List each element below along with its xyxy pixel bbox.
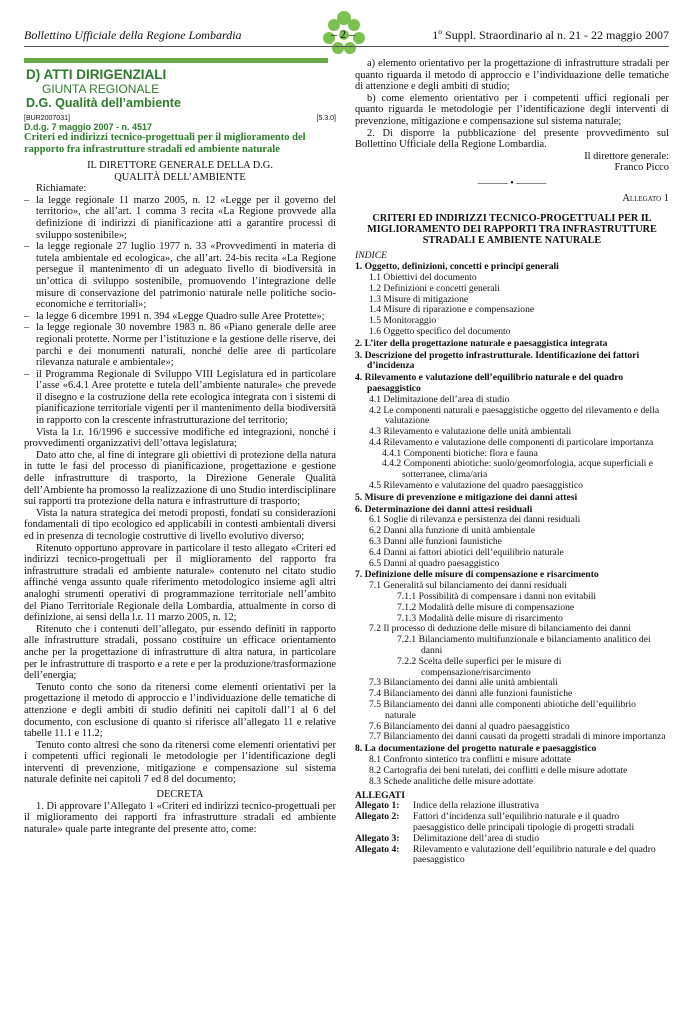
allegato-row xyxy=(355,845,669,867)
toc-entry: 4.3 Rilevamento e valutazione delle unità ambientali xyxy=(369,426,572,438)
toc-entry: 4.2 Le componenti naturali e paesaggistiche oggetto del rilevamento e della valutazione xyxy=(369,404,660,427)
toc-entry: 1.6 Oggetto specifico del documento xyxy=(369,325,511,337)
toc-entry: 7.1 Generalità sul bilanciamento dei danni residuali xyxy=(369,580,567,592)
allegato-key: Allegato 2: xyxy=(355,811,400,823)
list-item: – la legge regionale 30 novembre 1983 n. 86 «Piano generale delle aree regionali protette. Norme per l’istituzione e la gestione delle riserve, dei parchi e dei monumenti naturali, nonché delle aree di particolare rilevanza naturale e ambientale»; xyxy=(24,322,336,368)
toc-entry: 7.2.2 Scelta delle superfici per le misure di compensazione/risarcimento xyxy=(397,655,562,678)
toc-entry: 8.1 Confronto sintetico tra conflitti e misure adottate xyxy=(369,754,571,765)
allegato-key: Allegato 1: xyxy=(355,800,400,812)
toc-entry: 7.1.3 Modalità delle misure di risarcimento xyxy=(397,612,563,624)
code-row xyxy=(24,115,336,122)
table-of-contents xyxy=(355,262,669,787)
toc-entry: 1.2 Definizioni e concetti generali xyxy=(369,282,500,294)
allegati-heading: ALLEGATI xyxy=(355,790,405,802)
toc-entry: 7.2.1 Bilanciamento multifunzionale e bilanciamento analitico dei danni xyxy=(397,634,651,657)
toc-entry: 6.3 Danni alle funzioni faunistiche xyxy=(369,536,502,548)
decree-reference: D.d.g. 7 maggio 2007 - n. 4517 xyxy=(24,122,153,132)
director-line-2: QUALITÀ DELL’AMBIENTE xyxy=(114,171,246,183)
right-column xyxy=(355,58,669,866)
toc-entry: 4.4.2 Componenti abiotiche: suolo/geomorfologia, acque superficiali e sotterranee, clima/aria xyxy=(382,458,653,481)
toc-entry: 7.1.2 Modalità delle misure di compensazione xyxy=(397,601,575,613)
paragraph: Ritenuto che i contenuti dell’allegato, pur essendo definiti in rapporto alle infrastrutture stradali, possano costituire un efficace orientamento anche per la progettazione di infrastrutture di altra natura, in particolare per le infrastrutture di trasporto e a rete e per la produzione/trasformazione dell’energia; xyxy=(24,623,336,682)
header-issue: 1º Suppl. Straordinario al n. 21 - 22 maggio 2007 xyxy=(432,28,669,42)
toc-entry: 2. L’iter della progettazione naturale e paesaggistica integrata xyxy=(355,337,608,349)
paragraph: 2. Di disporre la pubblicazione del presente provvedimento sul Bollettino Ufficiale della Regione Lombardia. xyxy=(355,127,669,151)
allegato-label: Allegato 1 xyxy=(622,192,669,204)
index-label: INDICE xyxy=(355,250,387,262)
paragraph: Dato atto che, al fine di integrare gli obiettivi di protezione della natura in tutte le fasi del processo di pianificazione, progettazione e gestione delle infrastrutture di trasporto, la Direzione Generale Qualità dell’Ambiente ha promosso la realizzazione di uno Studio interdisciplinare sui rapporti tra protezione della natura e infrastrutture di trasporto; xyxy=(24,449,336,508)
left-column xyxy=(24,58,336,835)
toc-entry: 7.3 Bilanciamento dei danni alle unità ambientali xyxy=(369,677,558,689)
header-rule xyxy=(24,46,669,47)
class-code: [5.3.0] xyxy=(316,115,336,122)
page-header xyxy=(0,0,693,52)
allegato-key: Allegato 4: xyxy=(355,843,400,855)
paragraph: Vista la l.r. 16/1996 e successive modifiche ed integrazioni, nonché i provvedimenti organizzativi dell’ottava legislatura; xyxy=(24,426,336,450)
allegato-description: Indice della relazione illustrativa xyxy=(413,800,539,812)
toc-entry: 1.3 Misure di mitigazione xyxy=(369,293,469,305)
section-bar xyxy=(24,58,328,63)
toc-entry: 4. Rilevamento e valutazione dell’equilibrio naturale e del quadro paesaggistico xyxy=(355,372,624,394)
page-number: – 2 – xyxy=(331,27,355,41)
richiamate-label: Richiamate: xyxy=(36,183,87,195)
allegato-description: Rilevamento e valutazione dell’equilibrio naturale e del quadro paesaggistico xyxy=(413,843,656,866)
allegato-row xyxy=(355,812,669,834)
paragraph: Tenuto conto altresì che sono da ritenersi come elementi orientativi per i competenti uffici regionali le metodologie per l’identificazione degli interventi di prevenzione, mitigazione e compensazione sul sistema naturale definite nei capitoli 7 ed 8 del documento; xyxy=(24,739,336,786)
toc-entry: 7.1.1 Possibilità di compensare i danni non evitabili xyxy=(397,591,597,603)
director-line-1: IL DIRETTORE GENERALE DELLA D.G. xyxy=(87,160,273,171)
allegato-description: Delimitazione dell’area di studio xyxy=(413,832,540,844)
signature-role: Il direttore generale: xyxy=(584,150,669,162)
paragraph: Vista la natura strategica dei metodi proposti, fondati su considerazioni fondamentali di tipo ecologico ed applicabili in contesti ambientali diversi ed in presenza di tecnologie costruttive di livello evolutivo diverso; xyxy=(24,507,336,542)
toc-entry: 1. Oggetto, definizioni, concetti e principi generali xyxy=(355,261,559,273)
separator: ——— • ——— xyxy=(477,177,547,189)
allegato-row xyxy=(355,834,669,845)
paragraph: Ritenuto opportuno approvare in particolare il testo allegato «Criteri ed indirizzi tecnico-progettuali per il miglioramento del rapporto fra infrastrutture stradali ed ambiente naturale» contenuto nel citato studio affinché venga assunto quale riferimento metodologico insieme agli altri analoghi strumenti operativi di programmazione territoriale nell’ambito del Piano Territoriale Regionale della Lombardia, attualmente in corso di definizione, ai sensi della l.r. 11 marzo 2005, n. 12; xyxy=(24,542,336,624)
toc-entry: 7.2 Il processo di deduzione delle misure di bilanciamento dei danni xyxy=(369,623,631,635)
section-title: D) ATTI DIRIGENZIALI xyxy=(26,67,167,82)
toc-entry: 8.3 Schede analitiche delle misure adottate xyxy=(369,775,534,787)
toc-entry: 1.5 Monitoraggio xyxy=(369,315,437,327)
toc-entry: 7.6 Bilanciamento dei danni al quadro paesaggistico xyxy=(369,720,570,732)
list-item: – la legge 6 dicembre 1991 n. 394 «Legge Quadro sulle Aree Protette»; xyxy=(24,311,336,323)
allegato-description: Fattori d’incidenza sull’equilibrio naturale e il quadro paesaggistico delle principali tipologie di progetti stradali xyxy=(413,811,635,833)
signature-name: Franco Picco xyxy=(614,162,669,174)
list-item: – la legge regionale 27 luglio 1977 n. 33 «Provvedimenti in materia di tutela ambientale ed ecologica», che all’art. 24-bis recita «La Regione persegue il mantenimento di un adeguato livello di biodiversità in un’ottica di sviluppo sostenibile, promuovendo l’integrazione delle misure di conservazione del patrimonio naturale nelle politiche socio-economiche e territoriali»; xyxy=(24,241,336,311)
allegato-key: Allegato 3: xyxy=(355,832,400,844)
allegati-list xyxy=(355,801,669,866)
toc-entry: 6.2 Danni alla funzione di unità ambientale xyxy=(369,525,535,537)
toc-entry: 4.5 Rilevamento e valutazione del quadro paesaggistico xyxy=(369,480,583,492)
paragraph: Tenuto conto che sono da ritenersi come elementi orientativi per la progettazione il metodo di approccio e l’individuazione delle tematiche di attenzione e degli ambiti di studio definiti nei capitoli dall’1 al 6 del documento, con esclusione di quanto si riferisce all’allegato 11 e relative tabelle 11.1 e 11.2; xyxy=(24,681,336,740)
toc-entry: 8. La documentazione del progetto naturale e paesaggistico xyxy=(355,743,597,755)
toc-entry: 8.2 Cartografia dei beni tutelati, dei conflitti e delle misure adottate xyxy=(369,764,628,776)
toc-entry: 1.4 Misure di riparazione e compensazione xyxy=(369,304,535,316)
allegato-title: CRITERI ED INDIRIZZI TECNICO-PROGETTUALI PER IL MIGLIORAMENTO DEI RAPPORTI TRA INFRASTRUTTURE STRADALI E AMBIENTE NATURALE xyxy=(367,212,657,246)
paragraph: b) come elemento orientativo per i competenti uffici regionali per quanto riguarda le metodologie per l’identificazione degli interventi di prevenzione, mitigazione e compensazione sul sistema naturale; xyxy=(355,92,669,127)
toc-entry: 7. Definizione delle misure di compensazione e risarcimento xyxy=(355,569,599,581)
toc-entry: 3. Descrizione del progetto infrastrutturale. Identificazione dei fattori d’incidenza xyxy=(355,349,640,372)
toc-entry: 6.4 Danni ai fattori abiotici dell’equilibrio naturale xyxy=(369,546,564,558)
director-heading xyxy=(24,160,336,183)
toc-entry: 4.4.1 Componenti biotiche: flora e fauna xyxy=(382,447,538,459)
toc-entry: 7.4 Bilanciamento dei danni alle funzioni faunistiche xyxy=(369,688,573,700)
section-giunta: GIUNTA REGIONALE xyxy=(42,82,160,96)
toc-entry: 6.1 Soglie di rilevanza e persistenza dei danni residuali xyxy=(369,514,581,526)
toc-entry: 4.1 Delimitazione dell’area di studio xyxy=(369,393,510,405)
toc-entry: 7.7 Bilanciamento dei danni causati da progetti stradali di minore importanza xyxy=(369,731,666,743)
toc-entry: 4.4 Rilevamento e valutazione delle componenti di particolare importanza xyxy=(369,436,654,448)
toc-entry: 6. Determinazione dei danni attesi residuali xyxy=(355,503,533,515)
decreta-heading: DECRETA xyxy=(156,789,204,801)
toc-entry: 1.1 Obiettivi del documento xyxy=(369,271,477,283)
list-item: – la legge regionale 11 marzo 2005, n. 12 «Legge per il governo del territorio», che all’art. 1 comma 3 recita «La Regione provvede alla definizione di indirizzi di pianificazione atti a garantire processi di sviluppo sostenibile»; xyxy=(24,195,336,241)
laws-list xyxy=(24,195,336,427)
section-dg: D.G. Qualità dell’ambiente xyxy=(26,96,181,110)
paragraph: a) elemento orientativo per la progettazione di infrastrutture stradali per quanto riguarda il metodo di approccio e l’individuazione delle tematiche di attenzione e degli ambiti di studio; xyxy=(355,58,669,93)
toc-entry: 5. Misure di prevenzione e mitigazione dei danni attesi xyxy=(355,491,578,503)
toc-entry: 6.5 Danni al quadro paesaggistico xyxy=(369,557,500,569)
toc-entry: 7.5 Bilanciamento dei danni alle componenti abiotiche dell’equilibrio naturale xyxy=(369,699,636,721)
paragraph: 1. Di approvare l’Allegato 1 «Criteri ed indirizzi tecnico-progettuali per il miglioramento dei rapporti fra infrastrutture stradali ed ambiente naturale» quale parte integrante del presente atto, come: xyxy=(24,800,336,835)
list-item: – il Programma Regionale di Sviluppo VIII Legislatura ed in particolare l’asse «6.4.1 Aree protette e tutela dell’ambiente naturale» che prevede il disegno e la costruzione della rete ecologica integrata con i sistemi di pianificazione territoriale vigenti per il mantenimento della biodiversità in rapporto con la crescente infrastrutturazione del territorio; xyxy=(24,369,336,427)
decree-title: Criteri ed indirizzi tecnico-progettuali per il miglioramento del rapporto fra infrastrutture stradali ed ambiente naturale xyxy=(24,132,306,155)
bur-code: [BUR2007031] xyxy=(24,115,70,122)
header-publication: Bollettino Ufficiale della Regione Lombardia xyxy=(24,28,242,42)
